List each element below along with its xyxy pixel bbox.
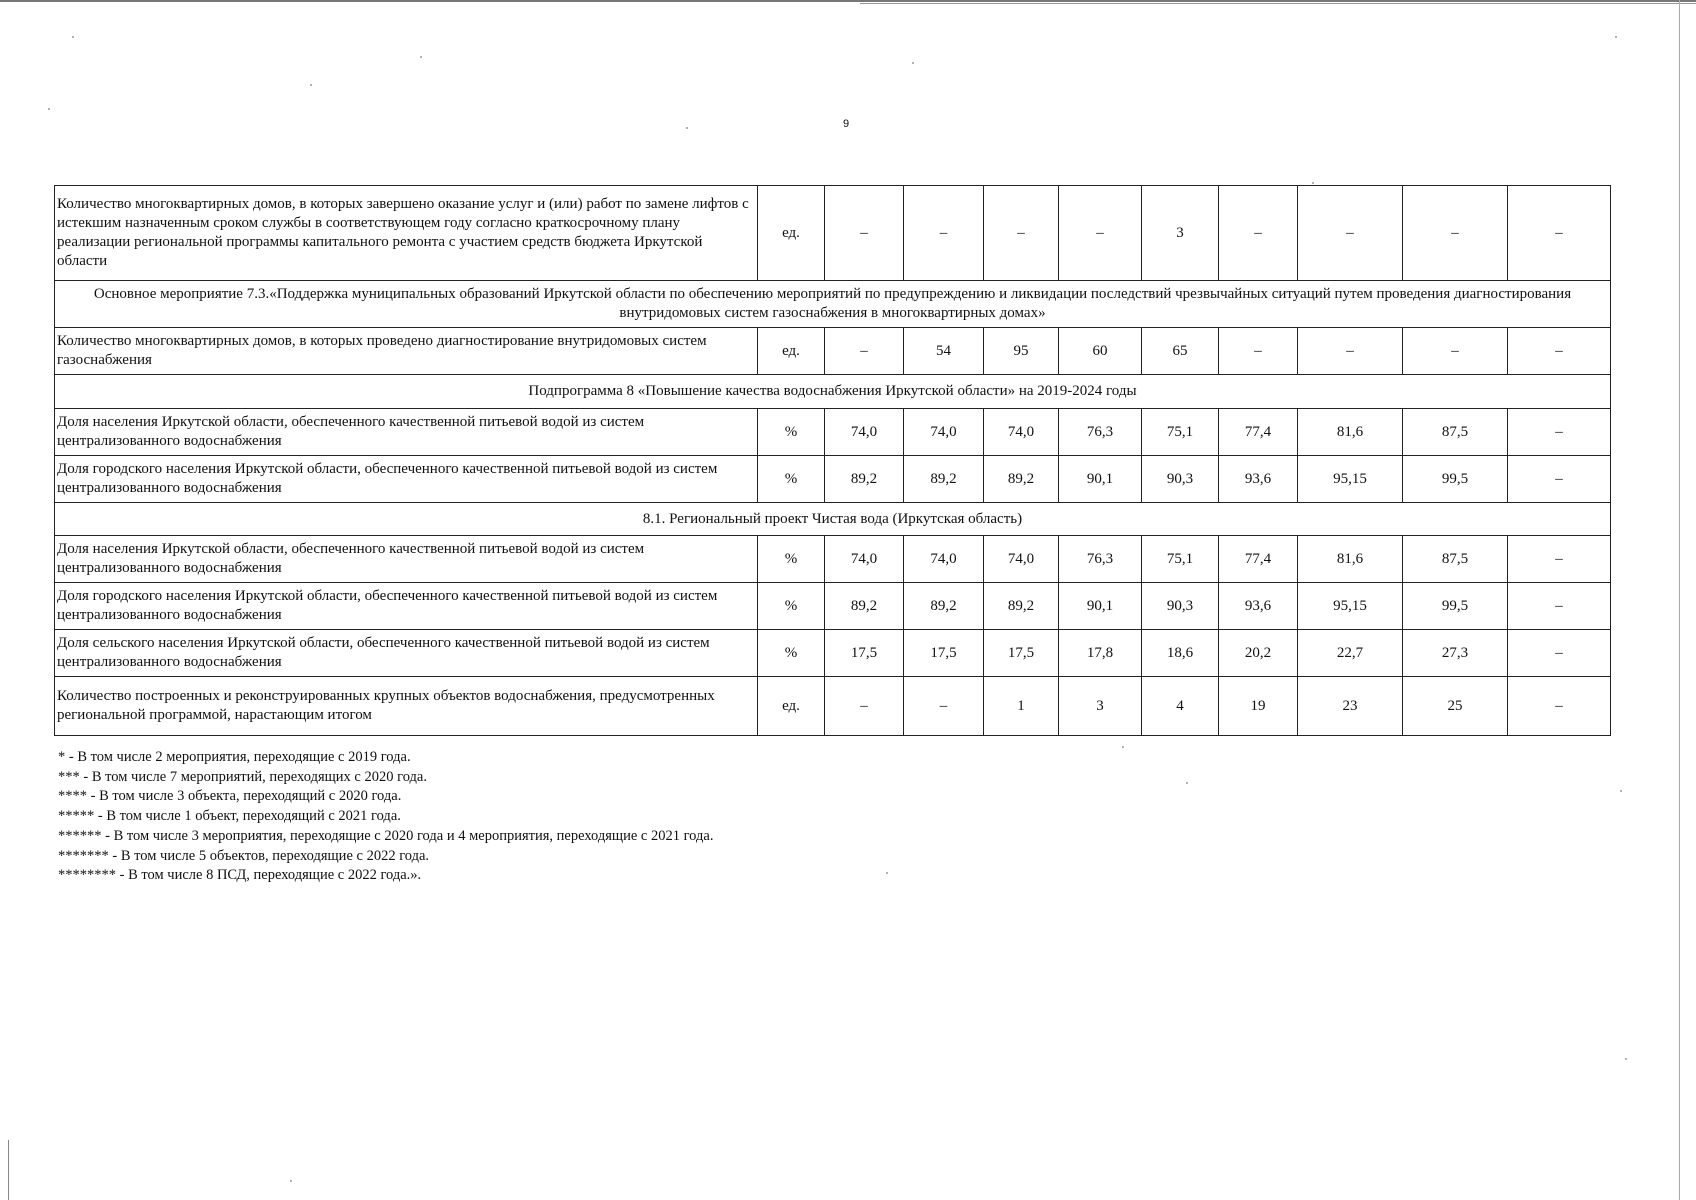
footnote: ***** - В том числе 1 объект, переходящий с 2021 года.	[58, 808, 401, 825]
value-cell: –	[1219, 328, 1298, 375]
unit-cell: %	[758, 456, 825, 503]
footnote: ****** - В том числе 3 мероприятия, переходящие с 2020 года и 4 мероприятия, переходящие с 2021 года.	[58, 827, 714, 844]
value-cell: 74,0	[825, 536, 904, 583]
scan-edge-top	[0, 0, 1696, 2]
footnote: *** - В том числе 7 мероприятий, переходящих с 2020 года.	[58, 768, 427, 785]
value-cell: 27,3	[1403, 630, 1508, 677]
value-cell: 3	[1142, 186, 1219, 281]
value-cell: 77,4	[1219, 536, 1298, 583]
scan-speck	[1615, 36, 1617, 38]
scan-speck	[912, 62, 914, 64]
indicator-name: Доля населения Иркутской области, обеспеченного качественной питьевой водой из систем централизованного водоснабжения	[55, 536, 758, 583]
scan-speck	[48, 108, 50, 110]
value-cell: 89,2	[904, 456, 984, 503]
value-cell: 74,0	[904, 536, 984, 583]
value-cell: 90,3	[1142, 456, 1219, 503]
value-cell: –	[904, 677, 984, 736]
unit-cell: %	[758, 583, 825, 630]
value-cell: 89,2	[984, 583, 1059, 630]
table-row	[55, 536, 1611, 583]
value-cell: –	[1508, 630, 1611, 677]
scan-edge-right	[1679, 0, 1680, 1200]
value-cell: 93,6	[1219, 583, 1298, 630]
scan-edge-top-secondary	[860, 3, 1696, 4]
value-cell: 90,3	[1142, 583, 1219, 630]
value-cell: 76,3	[1059, 409, 1142, 456]
section-row	[55, 281, 1611, 328]
indicator-name: Доля населения Иркутской области, обеспеченного качественной питьевой водой из систем централизованного водоснабжения	[55, 409, 758, 456]
value-cell: –	[1403, 186, 1508, 281]
section-heading: Основное мероприятие 7.3.«Поддержка муниципальных образований Иркутской области по обеспечению мероприятий по предупреждению и ликвидации последствий чрезвычайных ситуаций путем проведения диагностирования внутридомовых систем газоснабжения в многоквартирных домах»	[55, 281, 1611, 328]
scan-speck	[1122, 746, 1124, 748]
unit-cell: %	[758, 630, 825, 677]
value-cell: –	[1508, 409, 1611, 456]
value-cell: 22,7	[1298, 630, 1403, 677]
value-cell: 4	[1142, 677, 1219, 736]
footnote: ******** - В том числе 8 ПСД, переходящие с 2022 года.».	[58, 867, 422, 884]
scan-speck	[1620, 790, 1622, 792]
value-cell: 75,1	[1142, 536, 1219, 583]
scan-speck	[290, 1180, 292, 1182]
value-cell: –	[1508, 583, 1611, 630]
scan-speck	[686, 127, 688, 129]
footnote: ******* - В том числе 5 объектов, переходящие с 2022 года.	[58, 847, 430, 864]
value-cell: 74,0	[904, 409, 984, 456]
value-cell: 65	[1142, 328, 1219, 375]
table-row	[55, 328, 1611, 375]
scan-edge-left	[8, 1140, 9, 1200]
value-cell: 95,15	[1298, 456, 1403, 503]
value-cell: 74,0	[825, 409, 904, 456]
indicator-name: Количество построенных и реконструированных крупных объектов водоснабжения, предусмотренных региональной программой, нарастающим итогом	[55, 677, 758, 736]
value-cell: –	[825, 328, 904, 375]
table-row	[55, 186, 1611, 281]
value-cell: –	[904, 186, 984, 281]
value-cell: 17,5	[984, 630, 1059, 677]
value-cell: 87,5	[1403, 409, 1508, 456]
indicator-name: Доля городского населения Иркутской области, обеспеченного качественной питьевой водой из систем централизованного водоснабжения	[55, 456, 758, 503]
value-cell: 23	[1298, 677, 1403, 736]
value-cell: 75,1	[1142, 409, 1219, 456]
value-cell: 77,4	[1219, 409, 1298, 456]
value-cell: –	[1298, 186, 1403, 281]
unit-cell: ед.	[758, 328, 825, 375]
table-row	[55, 456, 1611, 503]
value-cell: –	[1508, 677, 1611, 736]
value-cell: –	[1059, 186, 1142, 281]
scan-speck	[310, 84, 312, 86]
value-cell: 99,5	[1403, 456, 1508, 503]
value-cell: –	[1219, 186, 1298, 281]
footnotes	[58, 748, 713, 886]
value-cell: –	[1508, 186, 1611, 281]
value-cell: 17,5	[904, 630, 984, 677]
value-cell: –	[1508, 328, 1611, 375]
scan-speck	[72, 36, 74, 38]
value-cell: 20,2	[1219, 630, 1298, 677]
section-row	[55, 375, 1611, 409]
value-cell: 76,3	[1059, 536, 1142, 583]
value-cell: 87,5	[1403, 536, 1508, 583]
indicator-name: Количество многоквартирных домов, в которых проведено диагностирование внутридомовых систем газоснабжения	[55, 328, 758, 375]
value-cell: –	[1508, 456, 1611, 503]
value-cell: –	[1298, 328, 1403, 375]
unit-cell: ед.	[758, 677, 825, 736]
footnote: **** - В том числе 3 объекта, переходящий с 2020 года.	[58, 788, 402, 805]
indicator-name: Количество многоквартирных домов, в которых завершено оказание услуг и (или) работ по замене лифтов с истекшим назначенным сроком службы в соответствующем году согласно краткосрочному плану реализации региональной программы капитального ремонта с участием средств бюджета Иркутской области	[55, 186, 758, 281]
table-row	[55, 583, 1611, 630]
indicator-name: Доля сельского населения Иркутской области, обеспеченного качественной питьевой водой из систем централизованного водоснабжения	[55, 630, 758, 677]
value-cell: 81,6	[1298, 409, 1403, 456]
value-cell: 95	[984, 328, 1059, 375]
indicator-name: Доля городского населения Иркутской области, обеспеченного качественной питьевой водой из систем централизованного водоснабжения	[55, 583, 758, 630]
value-cell: –	[1508, 536, 1611, 583]
value-cell: 17,5	[825, 630, 904, 677]
unit-cell: %	[758, 409, 825, 456]
value-cell: 54	[904, 328, 984, 375]
value-cell: 74,0	[984, 536, 1059, 583]
scan-speck	[886, 872, 888, 874]
page-number: 9	[842, 118, 850, 130]
value-cell: 99,5	[1403, 583, 1508, 630]
value-cell: 81,6	[1298, 536, 1403, 583]
value-cell: 89,2	[984, 456, 1059, 503]
value-cell: 60	[1059, 328, 1142, 375]
section-heading: 8.1. Региональный проект Чистая вода (Иркутская область)	[55, 503, 1611, 536]
table-row	[55, 677, 1611, 736]
value-cell: 93,6	[1219, 456, 1298, 503]
value-cell: 89,2	[825, 456, 904, 503]
value-cell: 1	[984, 677, 1059, 736]
value-cell: 95,15	[1298, 583, 1403, 630]
value-cell: –	[1403, 328, 1508, 375]
value-cell: 17,8	[1059, 630, 1142, 677]
value-cell: 90,1	[1059, 583, 1142, 630]
section-heading: Подпрограмма 8 «Повышение качества водоснабжения Иркутской области» на 2019-2024 годы	[55, 375, 1611, 409]
value-cell: 89,2	[825, 583, 904, 630]
value-cell: 89,2	[904, 583, 984, 630]
value-cell: 74,0	[984, 409, 1059, 456]
table-row	[55, 630, 1611, 677]
unit-cell: ед.	[758, 186, 825, 281]
scan-speck	[420, 56, 422, 58]
scan-speck	[1625, 1058, 1627, 1060]
scan-speck	[1312, 182, 1314, 184]
table-row	[55, 409, 1611, 456]
indicators-table	[54, 185, 1611, 736]
footnote: * - В том числе 2 мероприятия, переходящие с 2019 года.	[58, 749, 411, 765]
value-cell: 19	[1219, 677, 1298, 736]
value-cell: 3	[1059, 677, 1142, 736]
unit-cell: %	[758, 536, 825, 583]
value-cell: 90,1	[1059, 456, 1142, 503]
value-cell: –	[825, 677, 904, 736]
section-row	[55, 503, 1611, 536]
value-cell: 18,6	[1142, 630, 1219, 677]
value-cell: –	[825, 186, 904, 281]
table-body	[55, 186, 1611, 736]
value-cell: –	[984, 186, 1059, 281]
value-cell: 25	[1403, 677, 1508, 736]
scan-speck	[1186, 782, 1188, 784]
